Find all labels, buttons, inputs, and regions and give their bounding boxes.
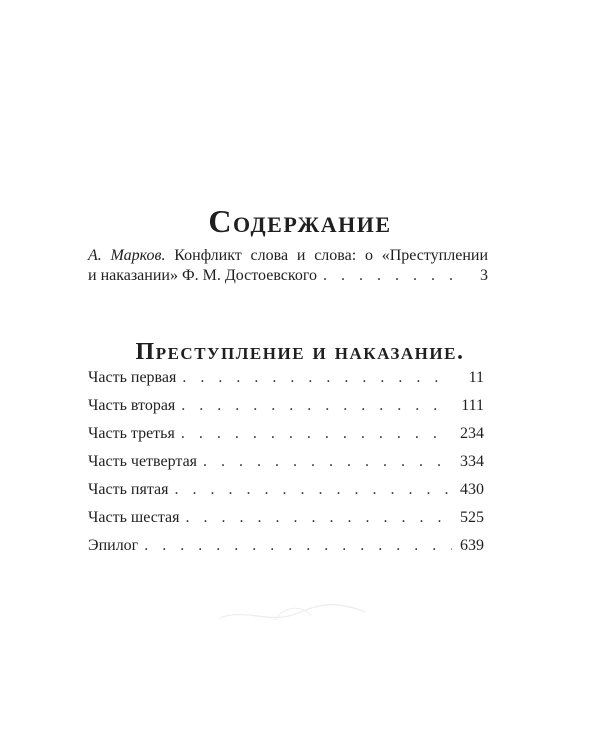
intro-title-line-1: Конфликт слова и слова: о «Преступлении bbox=[174, 247, 489, 264]
toc-entry-page: 111 bbox=[461, 397, 484, 414]
intro-line-1 bbox=[88, 246, 488, 266]
toc-entry-label: Часть пятая bbox=[88, 481, 169, 498]
toc-entry-page: 11 bbox=[468, 369, 484, 386]
page-title: Содержание bbox=[208, 203, 392, 240]
dot-leader bbox=[144, 532, 452, 560]
toc-entry-page: 334 bbox=[460, 453, 484, 470]
toc-entry-label: Часть первая bbox=[88, 369, 177, 386]
toc-entry-label: Часть четвертая bbox=[88, 453, 198, 470]
toc-entry-page: 525 bbox=[460, 509, 484, 526]
toc-entry-epilogue[interactable] bbox=[88, 532, 484, 560]
toc-entry-label: Эпилог bbox=[88, 537, 139, 554]
toc-entry-part-4[interactable] bbox=[88, 448, 484, 476]
intro-author: А. Марков. bbox=[88, 247, 166, 264]
toc-entry-part-1[interactable] bbox=[88, 364, 484, 392]
toc-list bbox=[88, 364, 484, 560]
dot-leader bbox=[182, 364, 452, 392]
dot-leader bbox=[174, 476, 452, 504]
dot-leader bbox=[203, 448, 452, 476]
toc-entry-part-2[interactable] bbox=[88, 392, 484, 420]
intro-page-number: 3 bbox=[480, 267, 488, 284]
dot-leader bbox=[181, 420, 452, 448]
dot-leader bbox=[323, 266, 456, 286]
intro-entry[interactable] bbox=[88, 246, 488, 286]
toc-entry-label: Часть третья bbox=[88, 425, 175, 442]
toc-entry-page: 234 bbox=[460, 425, 484, 442]
intro-title-line-2: и наказании» Ф. М. Достоевского bbox=[88, 267, 318, 284]
section-title: Преступление и наказание. bbox=[135, 338, 465, 365]
toc-entry-label: Часть шестая bbox=[88, 509, 180, 526]
toc-entry-label: Часть вторая bbox=[88, 397, 176, 414]
faint-ornament-mark bbox=[215, 590, 385, 630]
toc-entry-page: 639 bbox=[460, 537, 484, 554]
dot-leader bbox=[181, 392, 452, 420]
toc-entry-part-3[interactable] bbox=[88, 420, 484, 448]
toc-entry-part-5[interactable] bbox=[88, 476, 484, 504]
intro-line-2 bbox=[88, 266, 488, 286]
toc-entry-page: 430 bbox=[460, 481, 484, 498]
dot-leader bbox=[185, 504, 452, 532]
toc-entry-part-6[interactable] bbox=[88, 504, 484, 532]
